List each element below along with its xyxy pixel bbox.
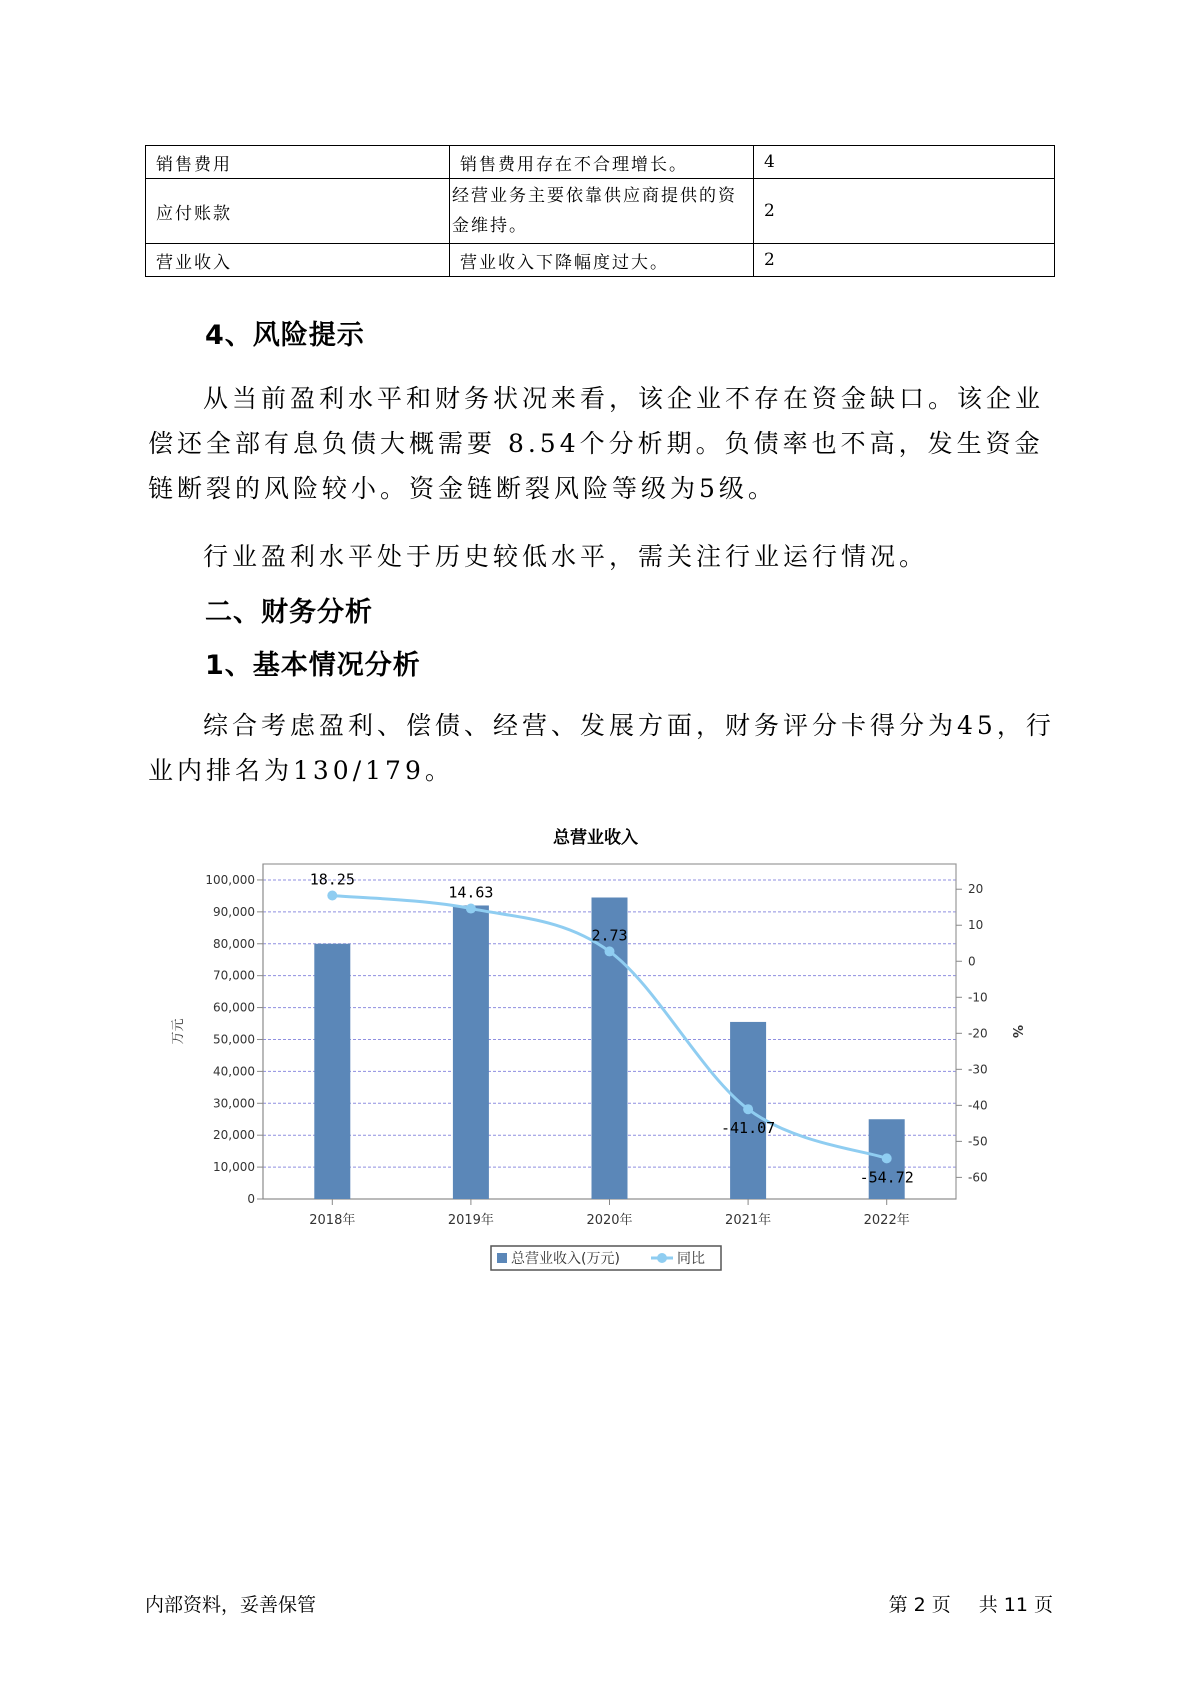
y2-tick-label: -30 — [968, 1062, 988, 1077]
x-tick-label: 2020年 — [586, 1213, 633, 1228]
y2-tick-label: -50 — [968, 1134, 988, 1149]
table-cell-description: 销售费用存在不合理增长。 — [450, 146, 754, 179]
revenue-chart — [170, 850, 1024, 1280]
y2-tick-label: -10 — [968, 990, 988, 1005]
y2-tick-label: -60 — [968, 1170, 988, 1185]
x-tick-label: 2022年 — [863, 1213, 910, 1228]
table-cell-item: 应付账款 — [146, 179, 450, 244]
table-row — [146, 244, 1055, 277]
y-tick-label: 0 — [247, 1192, 255, 1206]
total-unit: 页 — [1033, 1594, 1053, 1616]
table-cell-description: 经营业务主要依靠供应商提供的资金维持。 — [450, 179, 754, 244]
page-number — [883, 1590, 1053, 1617]
y-tick-label: 20,000 — [213, 1128, 255, 1143]
line-point — [605, 946, 615, 956]
table-cell-score: 2 — [754, 179, 1055, 244]
risk-paragraph: 从当前盈利水平和财务状况来看，该企业不存在资金缺口。该企业偿还全部有息负债大概需要 8.54个分析期。负债率也不高，发生资金链断裂的风险较小。资金链断裂风险等级为5级。 — [148, 384, 1045, 503]
table-cell-score: 4 — [754, 146, 1055, 179]
table-cell-item: 营业收入 — [146, 244, 450, 277]
y2-axis-label: % — [1009, 1024, 1024, 1039]
data-label: 14.63 — [448, 883, 494, 902]
legend-label-bars: 总营业收入(万元) — [511, 1251, 620, 1267]
footer-confidential: 内部资料，妥善保管 — [145, 1594, 317, 1616]
score-paragraph: 综合考虑盈利、偿债、经营、发展方面，财务评分卡得分为45，行业内排名为130/179。 — [148, 711, 1055, 785]
total-num: 11 — [1003, 1594, 1028, 1616]
table-cell-description: 营业收入下降幅度过大。 — [450, 244, 754, 277]
table-cell-score: 2 — [754, 244, 1055, 277]
line-point — [882, 1153, 892, 1163]
data-label: -41.07 — [721, 1119, 776, 1138]
chart-title: 总营业收入 — [553, 828, 638, 848]
table-row — [146, 146, 1055, 179]
data-label: 2.73 — [591, 926, 628, 945]
industry-paragraph: 行业盈利水平处于历史较低水平，需关注行业运行情况。 — [203, 542, 929, 571]
y-tick-label: 70,000 — [213, 968, 255, 983]
page-unit: 页 — [931, 1594, 951, 1616]
risk-heading: 4、风险提示 — [205, 320, 365, 351]
y-tick-label: 10,000 — [213, 1160, 255, 1175]
y2-tick-label: 0 — [968, 954, 976, 969]
bar — [314, 944, 350, 1199]
risk-table — [145, 145, 1055, 277]
y-tick-label: 50,000 — [213, 1032, 255, 1047]
y2-tick-label: 10 — [968, 918, 984, 933]
data-label: -54.72 — [859, 1168, 914, 1187]
line-point — [466, 904, 476, 914]
y-tick-label: 80,000 — [213, 936, 255, 951]
line-point — [743, 1104, 753, 1114]
y2-tick-label: -20 — [968, 1026, 988, 1041]
total-prefix: 共 — [978, 1594, 998, 1616]
basic-analysis-heading: 1、基本情况分析 — [205, 650, 421, 681]
x-tick-label: 2018年 — [309, 1213, 356, 1228]
y2-tick-label: -40 — [968, 1098, 988, 1113]
legend-label-line: 同比 — [677, 1251, 705, 1267]
table-cell-item: 销售费用 — [146, 146, 450, 179]
data-label: 18.25 — [309, 870, 355, 889]
y-tick-label: 30,000 — [213, 1096, 255, 1111]
bar — [453, 905, 489, 1199]
y-tick-label: 40,000 — [213, 1064, 255, 1079]
x-tick-label: 2021年 — [725, 1213, 772, 1228]
line-point — [327, 891, 337, 901]
page-prefix: 第 — [888, 1594, 908, 1616]
x-tick-label: 2019年 — [447, 1213, 494, 1228]
y-tick-label: 60,000 — [213, 1000, 255, 1015]
legend-swatch-marker — [657, 1253, 667, 1263]
page-num: 2 — [913, 1594, 926, 1616]
y-tick-label: 100,000 — [205, 872, 255, 887]
y-tick-label: 90,000 — [213, 904, 255, 919]
finance-heading: 二、财务分析 — [205, 597, 373, 628]
y2-tick-label: 20 — [968, 882, 984, 897]
y-axis-label: 万元 — [171, 1018, 186, 1045]
legend-swatch-bars — [497, 1253, 507, 1263]
table-row — [146, 179, 1055, 244]
